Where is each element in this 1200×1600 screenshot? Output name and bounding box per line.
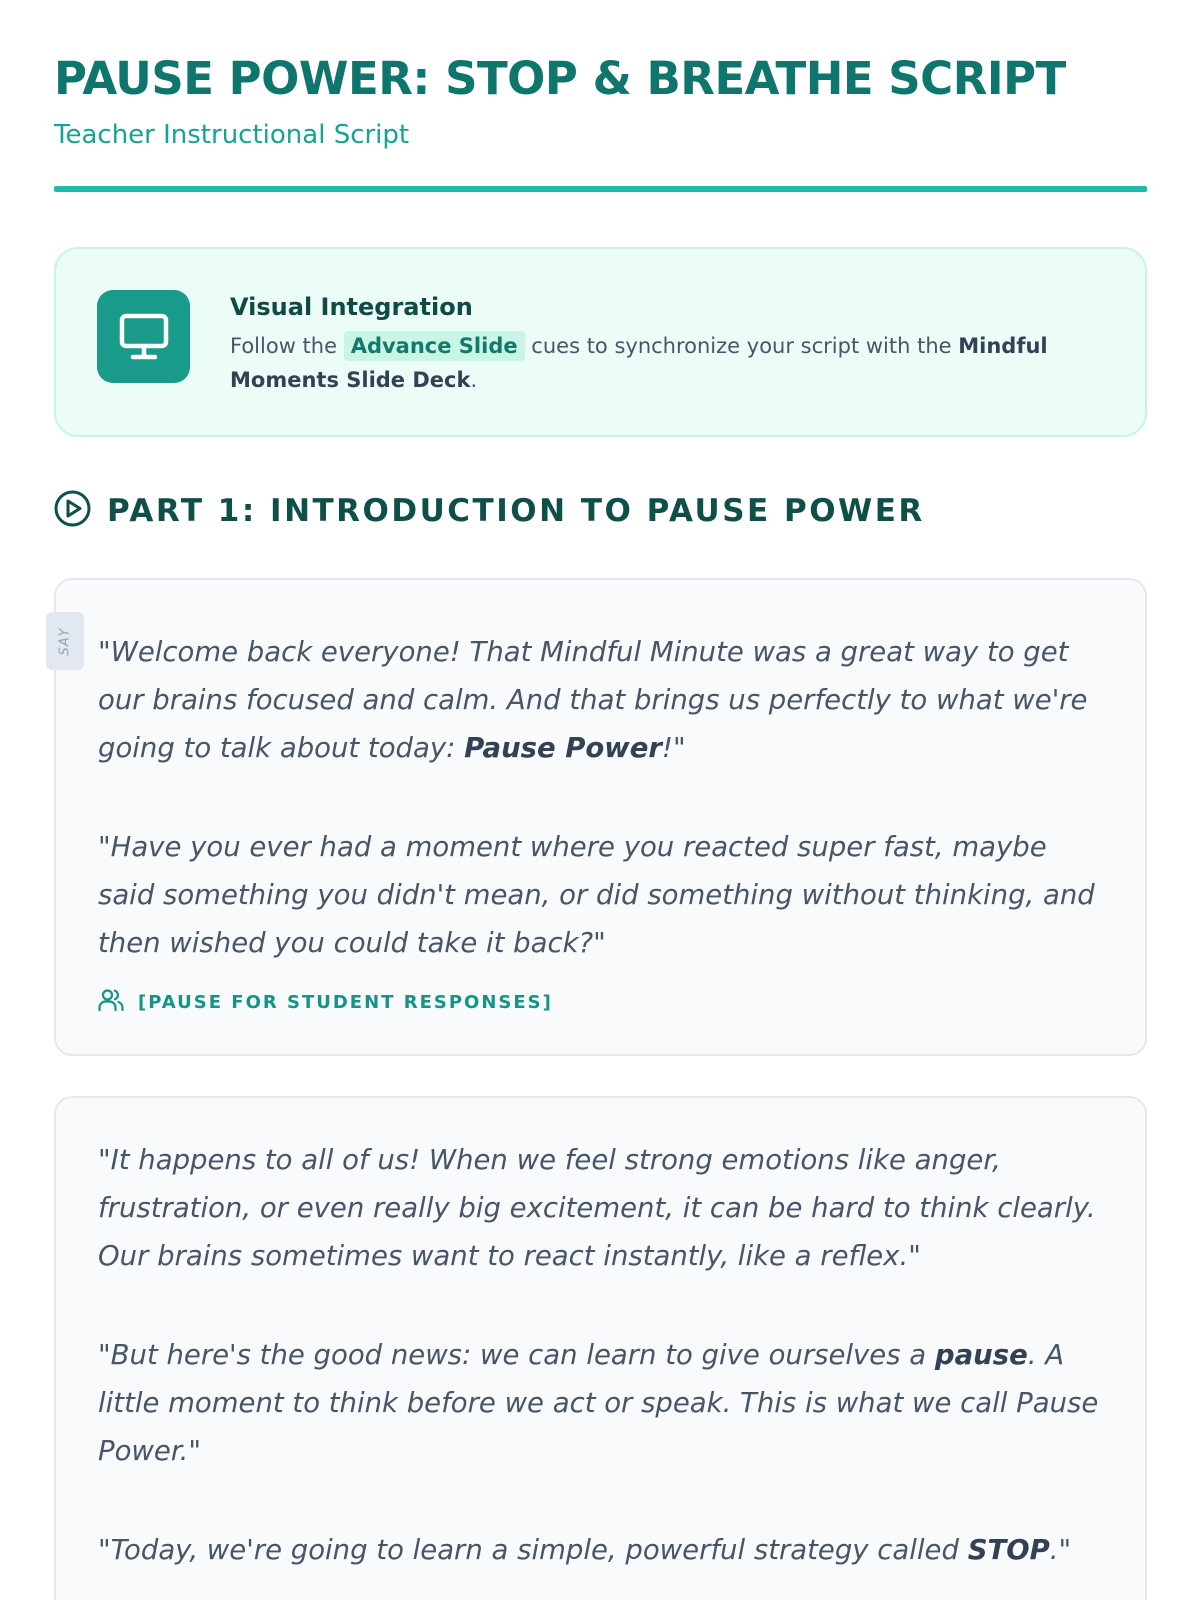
say-paragraph: "Welcome back everyone! That Mindful Minute was a great way to get our brains focused and calm. And that brings us perfectly to what we're going to talk about today: Pause Power!" bbox=[98, 636, 1088, 764]
slide-deck-name: Mindful Moments Slide Deck bbox=[230, 334, 1048, 392]
users-icon bbox=[98, 988, 124, 1016]
say-paragraph: "It happens to all of us! When we feel strong emotions like anger, frustration, or even really big excitement, it can be hard to think clearly. Our brains sometimes want to react instantly, like a reflex." bbox=[98, 1144, 1096, 1272]
visual-integration-heading: Visual Integration bbox=[230, 293, 473, 321]
page-title: PAUSE POWER: STOP & BREATHE SCRIPT bbox=[54, 52, 1066, 105]
say-paragraph: "But here's the good news: we can learn to give ourselves a pause. A little moment to think before we act or speak. This is what we call Pause Power." bbox=[98, 1339, 1099, 1467]
cue-text: [PAUSE FOR STUDENT RESPONSES] bbox=[138, 991, 553, 1013]
play-circle-icon bbox=[54, 490, 91, 531]
page-subtitle: Teacher Instructional Script bbox=[54, 120, 410, 150]
say-card bbox=[54, 578, 1147, 1056]
say-card bbox=[54, 1096, 1147, 1600]
say-paragraph: "Today, we're going to learn a simple, powerful strategy called STOP." bbox=[98, 1534, 1072, 1566]
monitor-icon bbox=[97, 290, 190, 383]
visual-integration-callout bbox=[54, 247, 1147, 437]
title-divider bbox=[54, 186, 1147, 192]
say-tag: SAY bbox=[46, 612, 84, 670]
part-1-title: PART 1: INTRODUCTION TO PAUSE POWER bbox=[107, 492, 925, 529]
visual-integration-text: Follow the Advance Slide cues to synchronize your script with the Mindful Moments Slide Deck. bbox=[230, 329, 1090, 397]
say-paragraph: "Have you ever had a moment where you reacted super fast, maybe said something you didn't mean, or did something without thinking, and then wished you could take it back?" bbox=[98, 831, 1095, 959]
student-response-cue bbox=[98, 988, 553, 1016]
advance-slide-chip: Advance Slide bbox=[344, 331, 525, 361]
part-1-heading bbox=[54, 490, 925, 531]
